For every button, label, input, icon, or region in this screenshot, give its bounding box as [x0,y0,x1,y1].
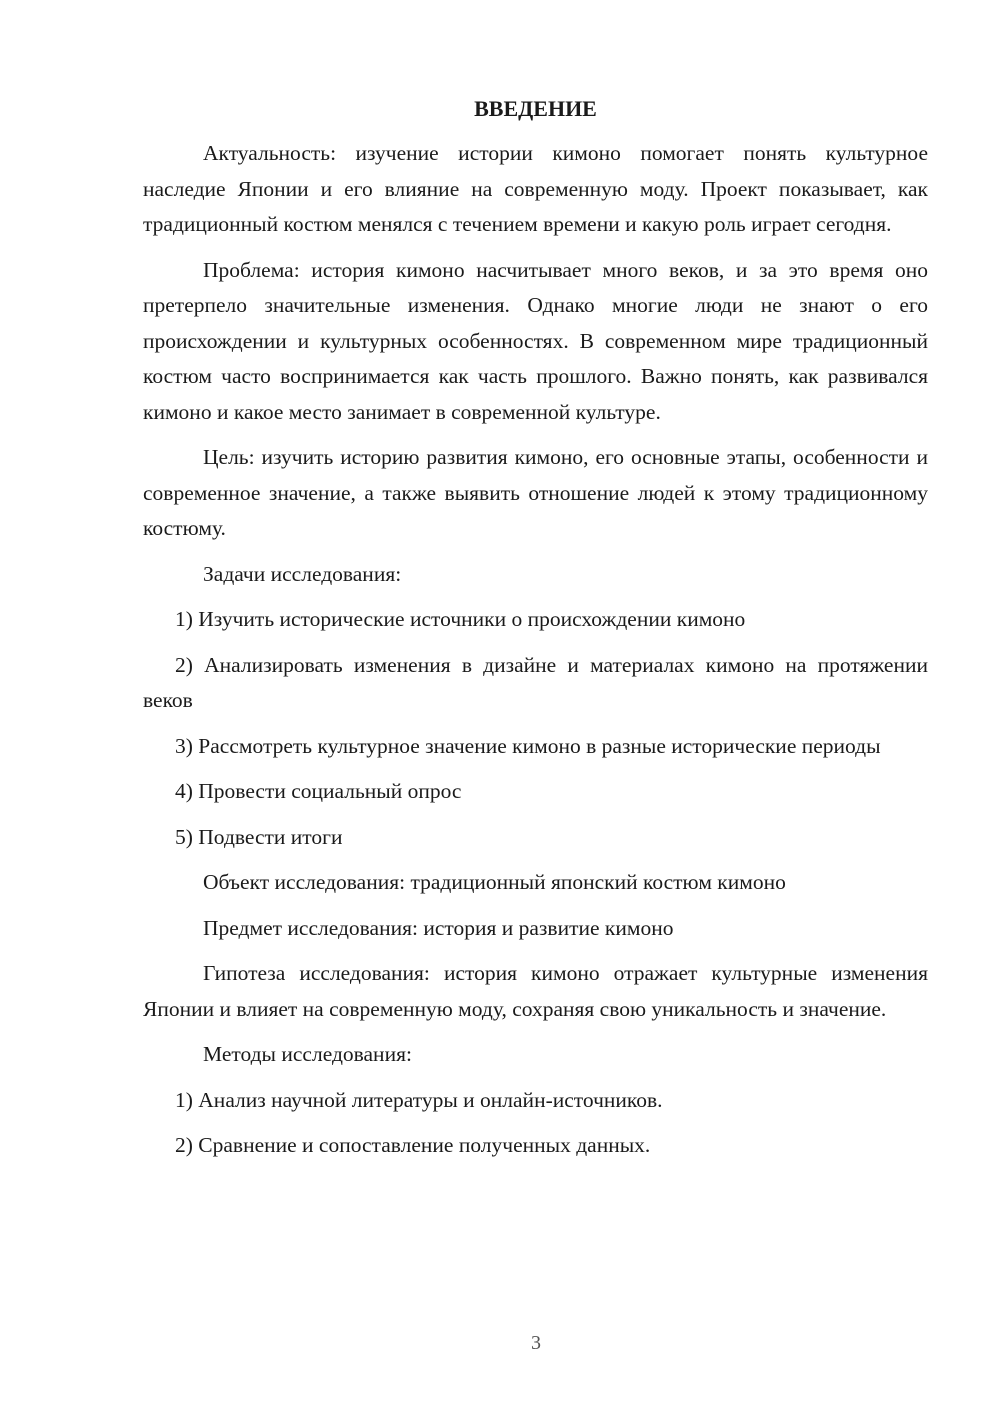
task-item-2: 2) Анализировать изменения в дизайне и материалах кимоно на протяжении веков [143,652,928,712]
relevance-paragraph: Актуальность: изучение истории кимоно помогает понять культурное наследие Японии и его влияние на современную моду. Проект показывает, как традиционный костюм менялся с течением времени и какую роль играет сегодня. [143,141,928,236]
task-item-4: 4) Провести социальный опрос [175,779,462,803]
subject-paragraph: Предмет исследования: история и развитие кимоно [203,915,674,940]
methods-heading: Методы исследования: [203,1042,412,1066]
method-item-2: 2) Сравнение и сопоставление полученных данных. [175,1133,651,1157]
document-page [143,94,928,1174]
object-paragraph: Объект исследования: традиционный японский костюм кимоно [203,870,786,894]
task-item-1: 1) Изучить исторические источники о происхождении кимоно [175,607,746,631]
hypothesis-paragraph: Гипотеза исследования: история кимоно отражает культурные изменения Японии и влияет на современную моду, сохраняя свою уникальность и значение. [143,961,928,1021]
method-item-1: 1) Анализ научной литературы и онлайн-источников. [175,1087,663,1112]
task-item-3: 3) Рассмотреть культурное значение кимоно в разные исторические периоды [175,733,881,758]
task-item-5: 5) Подвести итоги [175,824,343,849]
tasks-heading: Задачи исследования: [203,561,402,586]
goal-paragraph: Цель: изучить историю развития кимоно, его основные этапы, особенности и современное значение, а также выявить отношение людей к этому традиционному костюму. [143,445,928,540]
page-title: ВВЕДЕНИЕ [474,96,597,121]
page-number: 3 [531,1332,541,1354]
problem-paragraph: Проблема: история кимоно насчитывает много веков, и за это время оно претерпело значительные изменения. Однако многие люди не знают о его происхождении и культурных особенностях. В современном мире традиционный костюм часто воспринимается как часть прошлого. Важно понять, как развивался кимоно и какое место занимает в современной культуре. [143,257,928,424]
